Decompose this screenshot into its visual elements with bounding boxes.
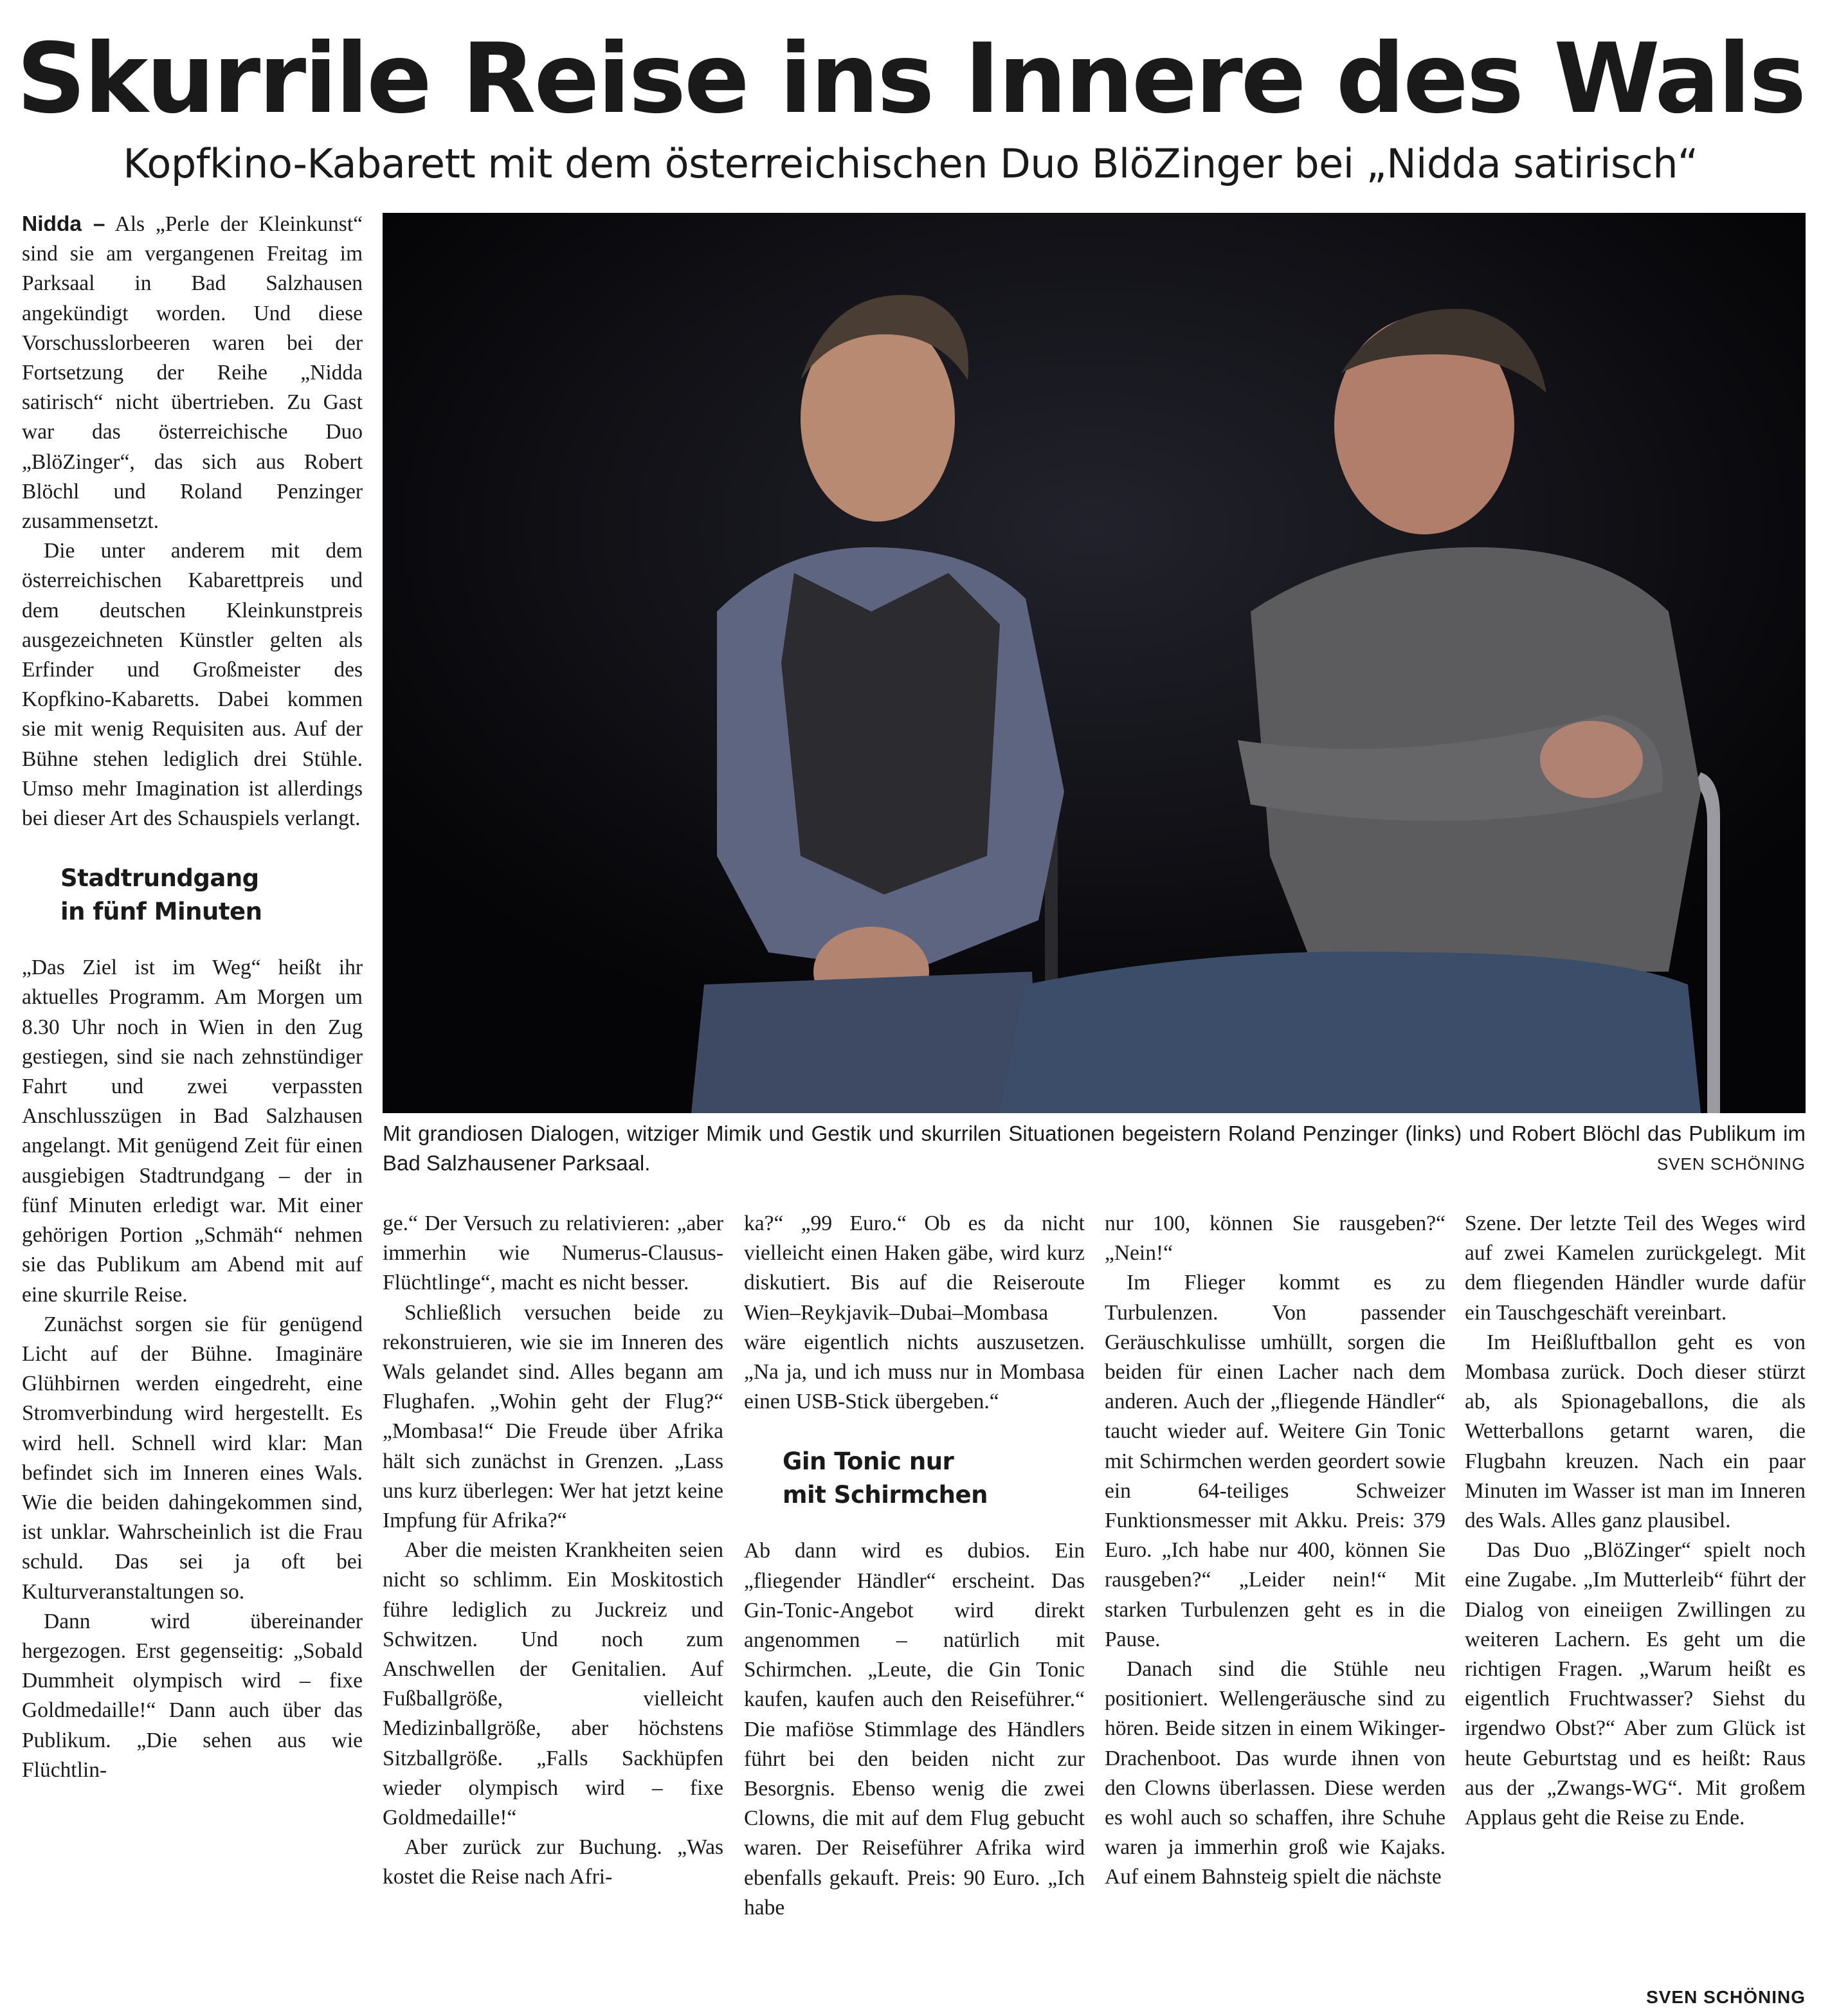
- article-paragraph: ka?“ „99 Euro.“ Ob es da nicht vielleicht einen Haken gäbe, wird kurz diskutiert. Bis auf die Reiseroute Wien–Reykjavik–Dubai–Mombasa wäre eigentlich nichts auszusetzen. „Na ja, und ich muss nur in Mombasa einen USB-Stick übergeben.“: [744, 1212, 1085, 1414]
- article-paragraph: Im Flieger kommt es zu Turbulenzen. Von passender Geräuschkulisse umhüllt, sorgen die beiden für einen Lacher nach dem anderen. Auch der „fliegende Händler“ taucht wieder auf. Weitere Gin Tonic mit Schirmchen werden geordert sowie ein 64-teiliges Schweizer Funktionsmesser mit Akku. Preis: 379 Euro. „Ich habe nur 400, können Sie rausgeben?“ „Leider nein!“ Mit starken Turbulenzen geht es in die Pause.: [1105, 1271, 1445, 1651]
- article-paragraph: nur 100, können Sie rausgeben?“ „Nein!“: [1105, 1212, 1445, 1266]
- article-column-4: [1105, 1209, 1445, 1893]
- article-photo: [383, 213, 1806, 1113]
- article-column-5: [1465, 1209, 1806, 1833]
- article-paragraph: Aber zurück zur Buchung. „Was kostet die Reise nach Afri-: [383, 1835, 723, 1889]
- photo-two-performers-on-chairs: [383, 213, 1806, 1113]
- paragraph-text: Als „Perle der Kleinkunst“ sind sie am vergangenen Freitag im Parksaal in Bad Salzhausen angekündigt worden. Und diese Vorschusslorbeeren waren bei der Fortsetzung der Reihe „Nidda satirisch“ nicht übertrieben. Zu Gast war das österreichische Duo „BlöZinger“, das sich aus Robert Blöchl und Roland Penzinger zusammensetzt.: [22, 212, 363, 534]
- article-paragraph: ge.“ Der Versuch zu relativieren: „aber immerhin wie Numerus-Clausus-Flüchtlinge“, macht es nicht besser.: [383, 1212, 723, 1295]
- headline: Skurrile Reise ins Innere des Wals: [16, 23, 1805, 135]
- article-column-3: [744, 1209, 1085, 1923]
- author-byline: SVEN SCHÖNING: [1646, 1987, 1806, 2007]
- subheading-gin-tonic: Gin Tonic nur mit Schirmchen: [783, 1448, 988, 1509]
- article-paragraph: Zunächst sorgen sie für genügend Licht auf der Bühne. Imaginäre Glühbirnen werden eingedreht, eine Stromverbindung wird hergestellt. Es wird hell. Schnell wird klar: Man befindet sich im Inneren eines Wals. Wie die beiden dahingekommen sind, ist unklar. Wahrscheinlich ist die Frau schuld. Das sei ja oft bei Kulturveranstaltungen so.: [22, 1312, 363, 1604]
- article-paragraph: Aber die meisten Krankheiten seien nicht so schlimm. Ein Moskitostich führe lediglich zu Juckreiz und Schwitzen. Und noch zum Anschwellen der Genitalien. Auf Fußballgröße, vielleicht Medizinballgröße, aber höchstens Sitzballgröße. „Falls Sackhüpfen wieder olympisch wird – fixe Goldmedaille!“: [383, 1538, 723, 1830]
- subheadline: Kopfkino-Kabarett mit dem österreichischen Duo BlöZinger bei „Nidda satirisch“: [123, 140, 1698, 187]
- article-paragraph: Das Duo „BlöZinger“ spielt noch eine Zugabe. „Im Mutterleib“ führt der Dialog von eineiigen Zwillingen zu weiteren Lachern. Es geht um die richtigen Fragen. „Warum heißt es eigentlich Fruchtwasser? Siehst du irgendwo Obst?“ Aber zum Glück ist heute Geburtstag und es heißt: Raus aus der „Zwangs-WG“. Mit großem Applaus geht die Reise zu Ende.: [1465, 1538, 1806, 1830]
- article-paragraph: Szene. Der letzte Teil des Weges wird auf zwei Kamelen zurückgelegt. Mit dem fliegenden Händler wurde dafür ein Tauschgeschäft vereinbart.: [1465, 1212, 1806, 1325]
- article-column-2: [383, 1209, 723, 1893]
- article-column-1: [22, 210, 363, 1785]
- article-paragraph: „Das Ziel ist im Weg“ heißt ihr aktuelles Programm. Am Morgen um 8.30 Uhr noch in Wien in den Zug gestiegen, sind sie nach zehnstündiger Fahrt und zwei verpassten Anschlusszügen in Bad Salzhausen angelangt. Mit genügend Zeit für einen ausgiebigen Stadtrundgang – der in fünf Minuten erledigt war. Mit einer gehörigen Portion „Schmäh“ nehmen sie das Publikum am Abend mit auf eine skurrile Reise.: [22, 956, 363, 1307]
- photo-caption: Mit grandiosen Dialogen, witziger Mimik und Gestik und skurrilen Situationen begeistern Roland Penzinger (links) und Robert Blöchl das Publikum im Bad Salzhausener Parksaal.: [383, 1122, 1806, 1175]
- dateline: Nidda –: [22, 212, 105, 236]
- article-paragraph: Danach sind die Stühle neu positioniert. Wellengeräusche sind zu hören. Beide sitzen in einem Wikinger-Drachenboot. Das wurde ihnen von den Clowns überlassen. Diese werden es wohl auch so schaffen, ihre Schuhe waren ja immerhin groß wie Kajaks. Auf einem Bahnsteig spielt die nächste: [1105, 1657, 1445, 1889]
- photo-credit: SVEN SCHÖNING: [1656, 1154, 1806, 1174]
- subheading-stadtrundgang: Stadtrundgang in fünf Minuten: [60, 864, 262, 926]
- article-paragraph: Ab dann wird es dubios. Ein „fliegender Händler“ erscheint. Das Gin-Tonic-Angebot wird direkt angenommen – natürlich mit Schirmchen. „Leute, die Gin Tonic kaufen, kaufen auch den Reiseführer.“ Die mafiöse Stimmlage des Händlers führt bei den beiden nicht zur Besorgnis. Ebenso wenig die zwei Clowns, die mit auf dem Flug gebucht waren. Der Reiseführer Afrika wird ebenfalls gekauft. Preis: 90 Euro. „Ich habe: [744, 1539, 1085, 1920]
- article-paragraph: [22, 210, 363, 536]
- article-paragraph: Schließlich versuchen beide zu rekonstruieren, wie sie im Inneren des Wals gelandet sind. Alles begann am Flughafen. „Wohin geht der Flug?“ „Mombasa!“ Die Freude über Afrika hält sich zunächst in Grenzen. „Lass uns kurz überlegen: Wer hat jetzt keine Impfung für Afrika?“: [383, 1300, 723, 1533]
- article-paragraph: Dann wird übereinander hergezogen. Erst gegenseitig: „Sobald Dummheit olympisch wird – fixe Goldmedaille!“ Dann auch über das Publikum. „Die sehen aus wie Flüchtlin-: [22, 1609, 363, 1782]
- article-paragraph: Im Heißluftballon geht es von Mombasa zurück. Doch dieser stürzt ab, als Spionageballons, die als Wetterballons getarnt waren, die Flugbahn kreuzen. Nach ein paar Minuten im Wasser ist man im Inneren des Wals. Alles ganz plausibel.: [1465, 1330, 1806, 1533]
- article-paragraph: Die unter anderem mit dem österreichischen Kabarettpreis und dem deutschen Kleinkunstpreis ausgezeichneten Künstler gelten als Erfinder und Großmeister des Kopfkino-Kabaretts. Dabei kommen sie mit wenig Requisiten aus. Auf der Bühne stehen lediglich drei Stühle. Umso mehr Imagination ist allerdings bei dieser Art des Schauspiels verlangt.: [22, 539, 363, 831]
